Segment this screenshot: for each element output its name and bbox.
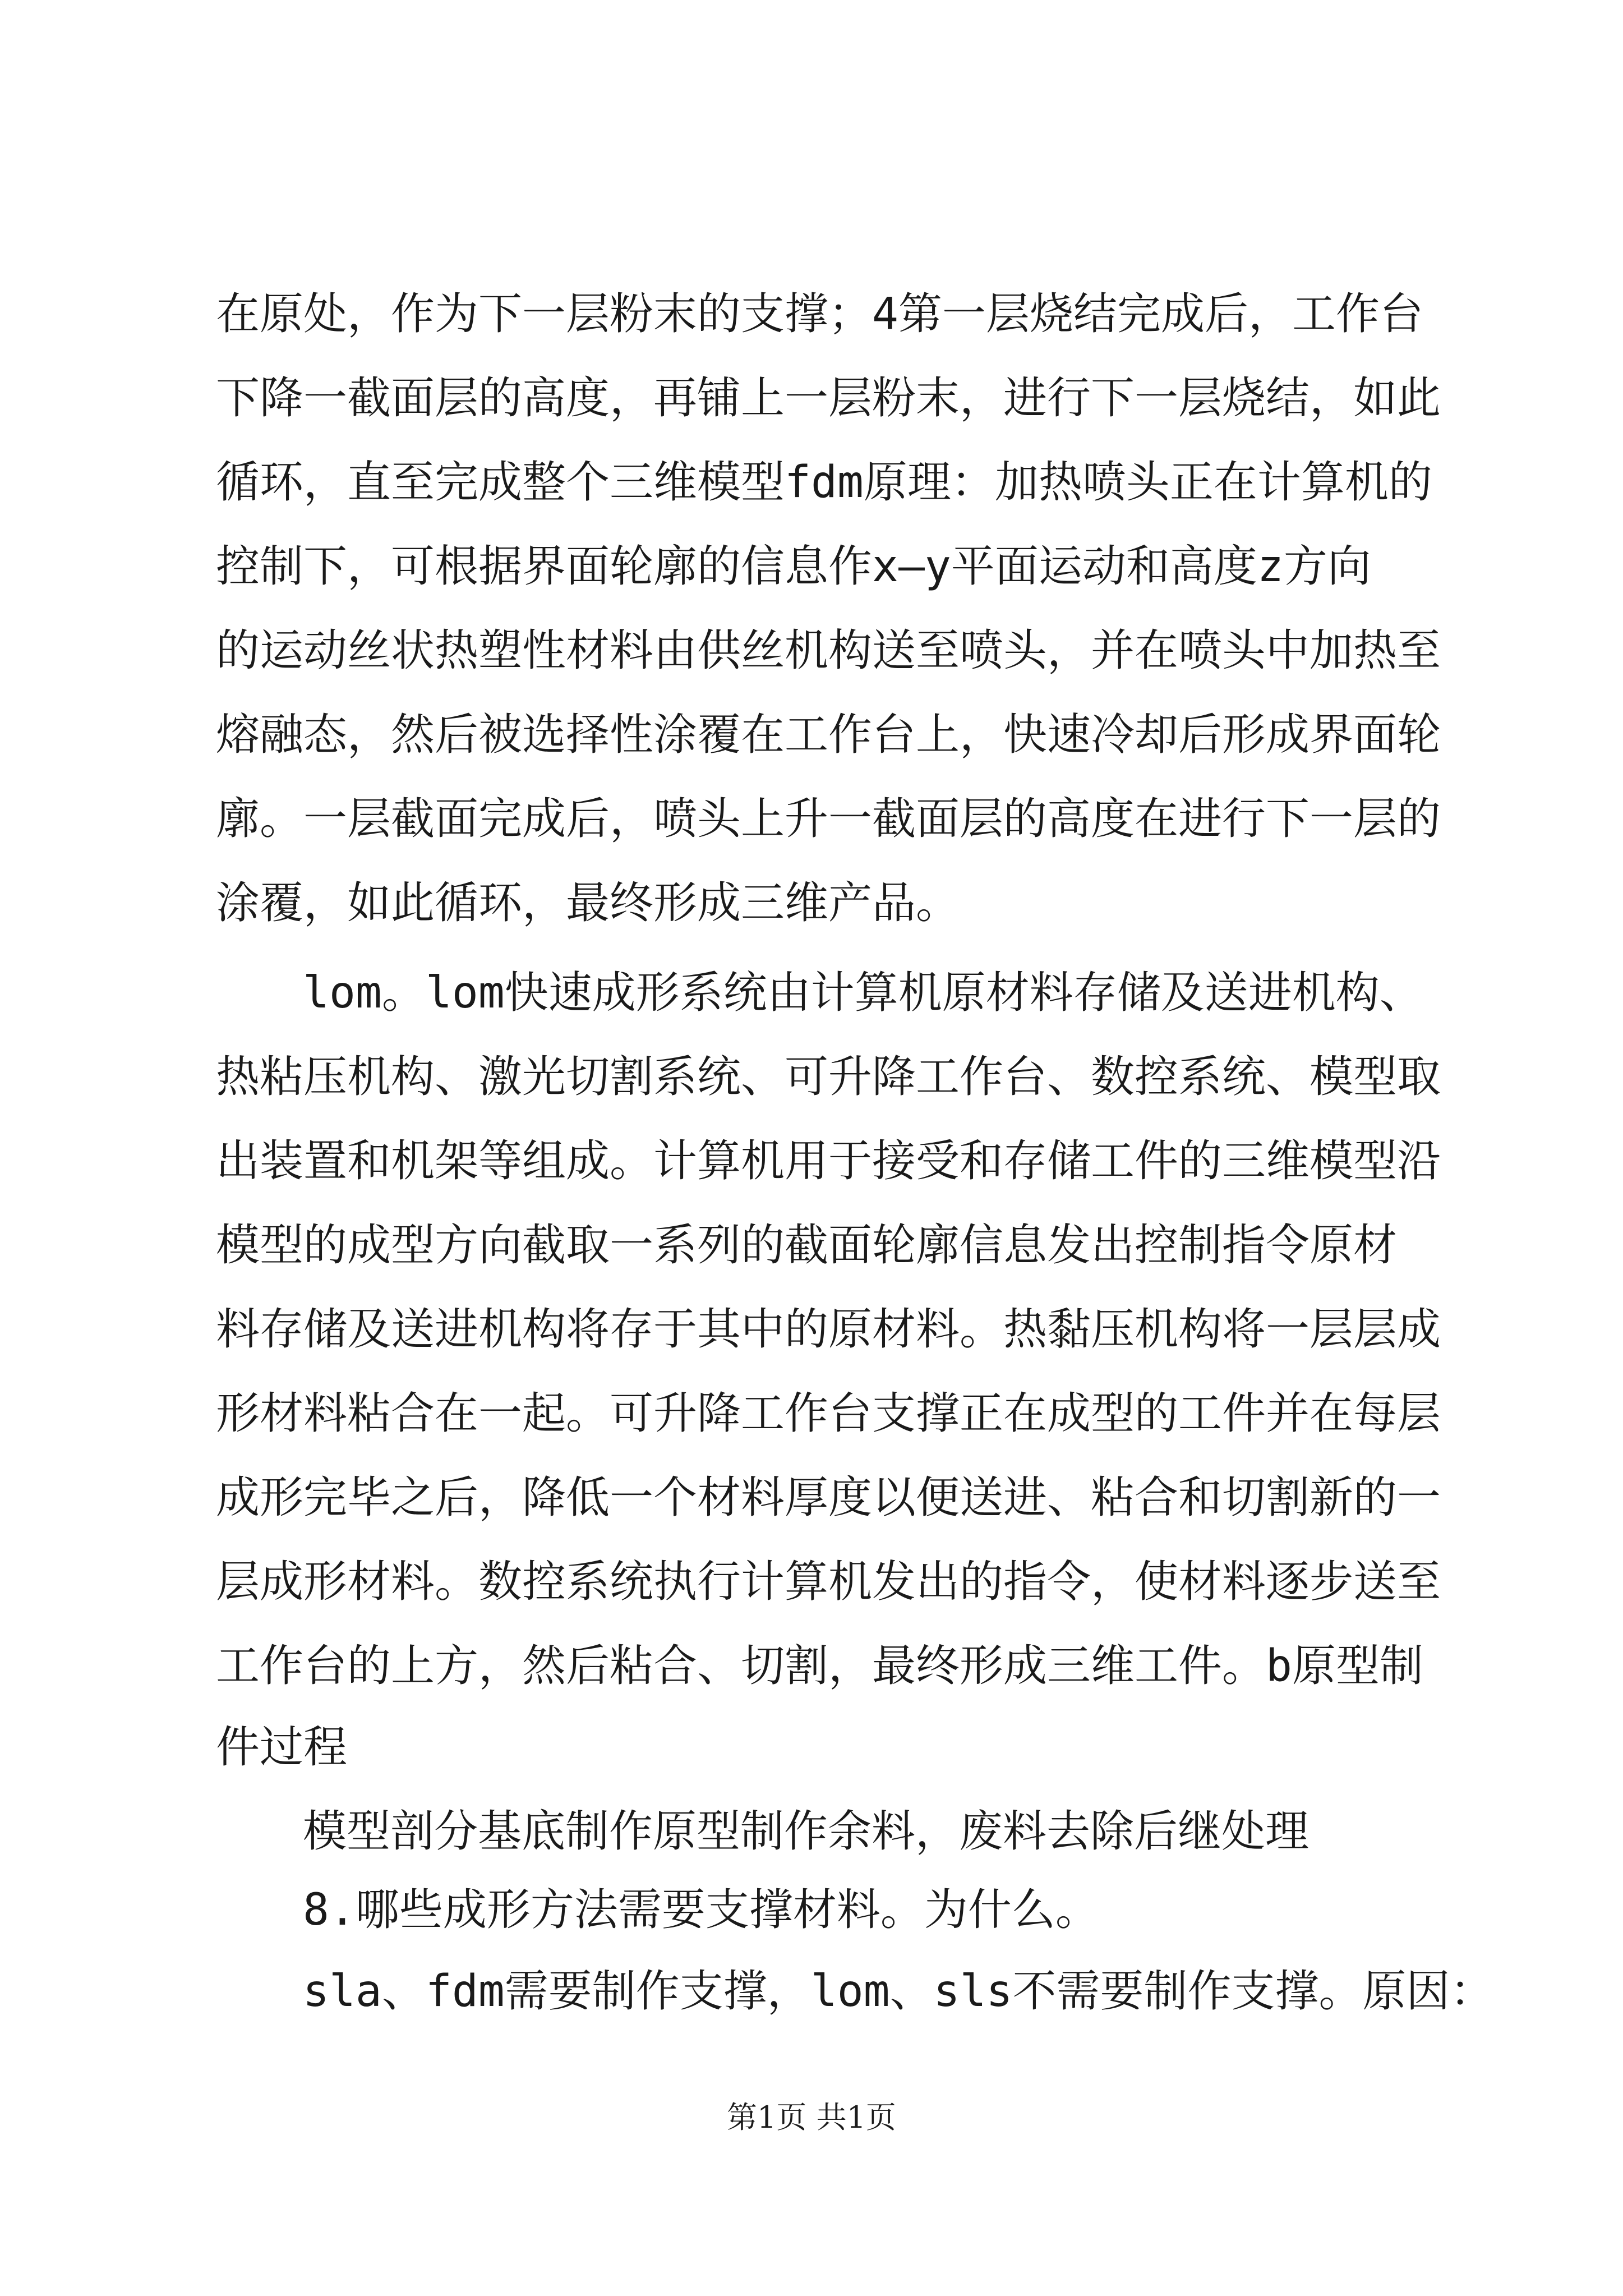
body-line: 层成形材料。数控系统执行计算机发出的指令，使材料逐步送至 bbox=[216, 1557, 1441, 1607]
body-line: 循环，直至完成整个三维模型fdm原理：加热喷头正在计算机的 bbox=[216, 457, 1432, 508]
body-line: 在原处，作为下一层粉末的支撑；4第一层烧结完成后，工作台 bbox=[216, 289, 1423, 339]
paragraph-start-line: lom。lom快速成形系统由计算机原材料存储及送进机构、 bbox=[303, 968, 1423, 1018]
body-line: 控制下，可根据界面轮廓的信息作x—y平面运动和高度z方向 bbox=[216, 541, 1371, 592]
answer-line: sla、fdm需要制作支撑，lom、sls不需要制作支撑。原因： bbox=[303, 1966, 1494, 2017]
body-line: 出装置和机架等组成。计算机用于接受和存储工件的三维模型沿 bbox=[216, 1136, 1441, 1186]
body-line: 料存储及送进机构将存于其中的原材料。热黏压机构将一层层成 bbox=[216, 1304, 1441, 1355]
body-line: 工作台的上方，然后粘合、切割，最终形成三维工件。b原型制 bbox=[216, 1641, 1423, 1691]
body-line: 涂覆，如此循环，最终形成三维产品。 bbox=[216, 878, 960, 928]
body-line: 件过程 bbox=[216, 1722, 348, 1773]
body-line: 模型的成型方向截取一系列的截面轮廓信息发出控制指令原材 bbox=[216, 1220, 1398, 1271]
body-line: 成形完毕之后，降低一个材料厚度以便送进、粘合和切割新的一 bbox=[216, 1473, 1441, 1523]
body-line: 熔融态，然后被选择性涂覆在工作台上，快速冷却后形成界面轮 bbox=[216, 710, 1441, 760]
body-line: 热粘压机构、激光切割系统、可升降工作台、数控系统、模型取 bbox=[216, 1052, 1441, 1102]
body-line: 形材料粘合在一起。可升降工作台支撑正在成型的工件并在每层 bbox=[216, 1388, 1441, 1439]
page-footer: 第1页 共1页 bbox=[727, 2100, 896, 2135]
body-line: 廓。一层截面完成后，喷头上升一截面层的高度在进行下一层的 bbox=[216, 794, 1441, 844]
body-line: 下降一截面层的高度，再铺上一层粉末，进行下一层烧结，如此 bbox=[216, 373, 1441, 424]
paragraph-line: 模型剖分基底制作原型制作余料，废料去除后继处理 bbox=[303, 1806, 1310, 1857]
question-line: 8.哪些成形方法需要支撑材料。为什么。 bbox=[303, 1885, 1099, 1935]
body-line: 的运动丝状热塑性材料由供丝机构送至喷头，并在喷头中加热至 bbox=[216, 625, 1441, 676]
